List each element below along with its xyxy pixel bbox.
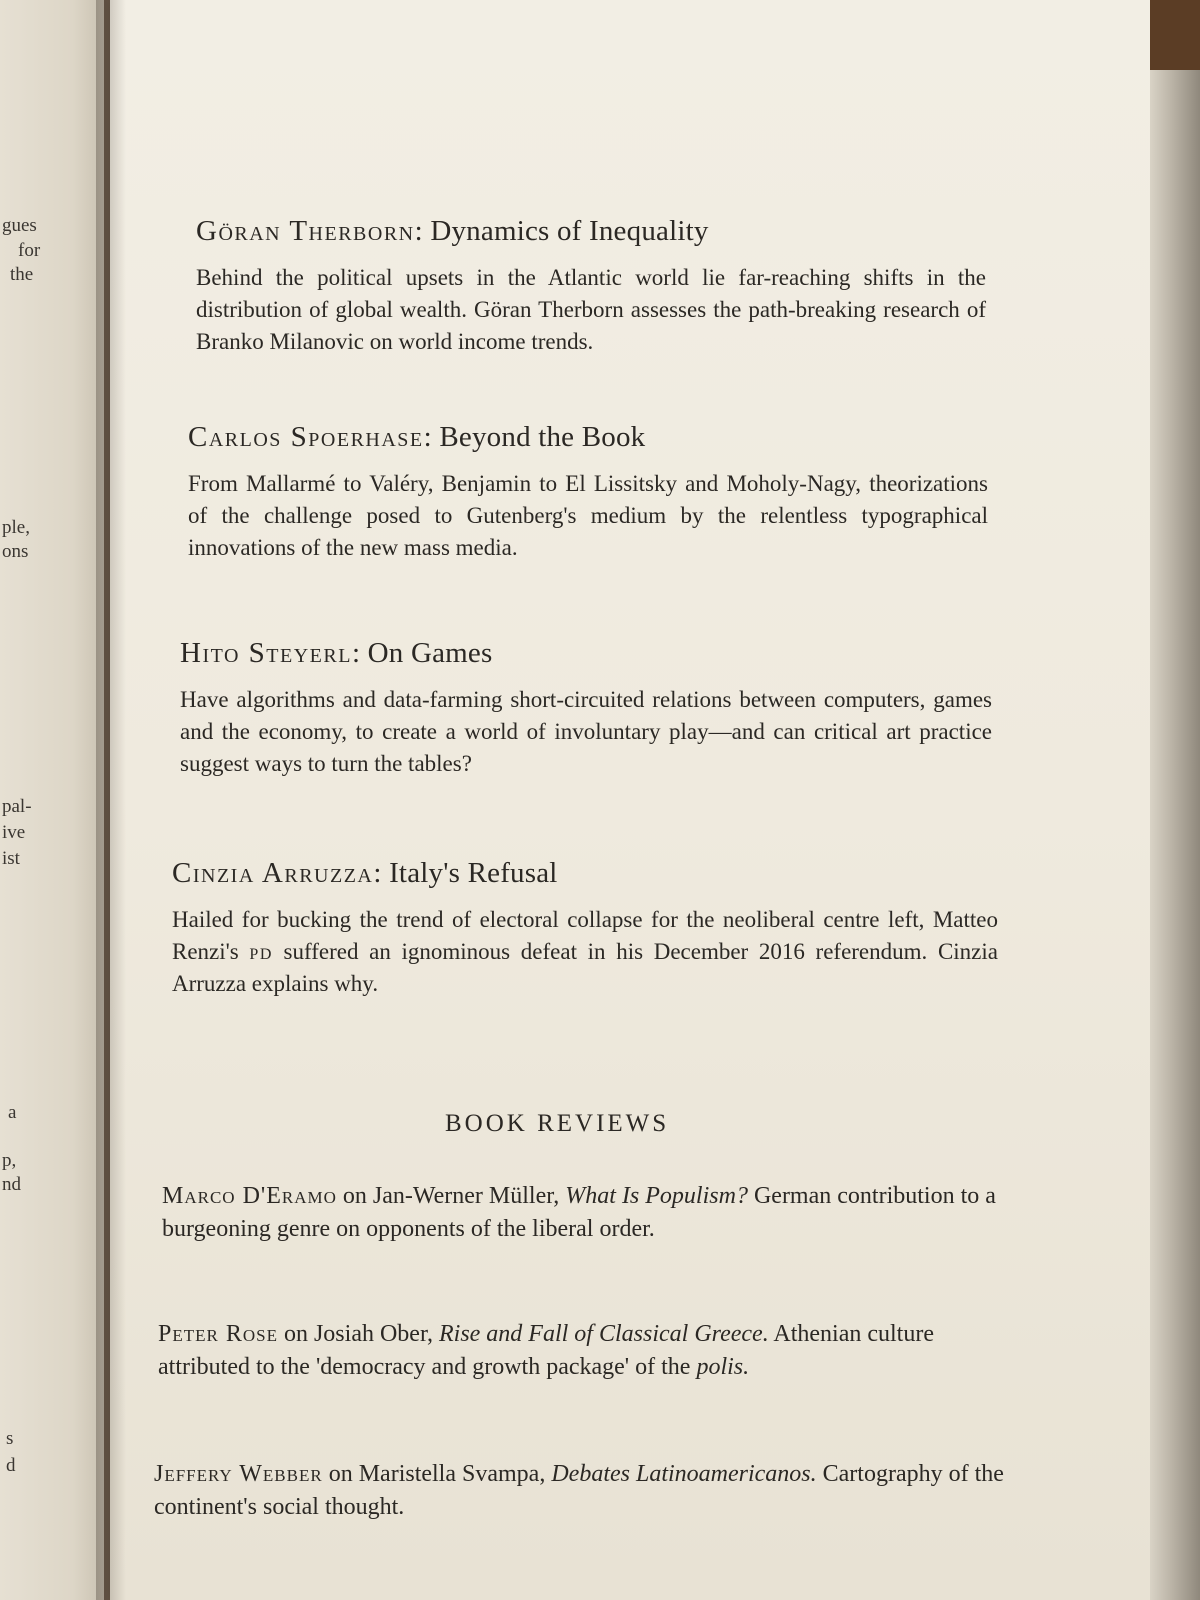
left-page-fragment: nd bbox=[2, 1174, 21, 1195]
left-page-fragment: ive bbox=[2, 822, 26, 843]
book-author: Maristella Svampa, bbox=[358, 1461, 546, 1487]
article-heading: Göran Therborn: Dynamics of Inequality bbox=[196, 215, 709, 247]
left-page-fragment: gues bbox=[2, 215, 37, 236]
reviewer-name: Jeffery Webber bbox=[154, 1461, 323, 1487]
article-author: Carlos Spoerhase bbox=[188, 421, 424, 453]
book-title: What Is Populism? bbox=[565, 1183, 748, 1209]
article-title: On Games bbox=[367, 637, 493, 669]
article-title: Dynamics of Inequality bbox=[430, 215, 709, 247]
left-page-fragment: ple, bbox=[2, 517, 30, 538]
review-on: on bbox=[328, 1461, 353, 1487]
left-page-fragment: ons bbox=[2, 541, 29, 562]
article-title: Beyond the Book bbox=[439, 421, 646, 453]
left-page-fragment: for bbox=[18, 240, 41, 261]
article-summary-part: suffered an ignominous defeat in his December 2016 referendum. Cinzia Arruzza explains why. bbox=[172, 939, 998, 996]
article-heading: Carlos Spoerhase: Beyond the Book bbox=[188, 421, 646, 453]
book-title: Rise and Fall of Classical Greece. bbox=[438, 1321, 769, 1347]
reviewer-name: Peter Rose bbox=[158, 1321, 278, 1347]
review-note: Cartography of the continent's social thought. bbox=[154, 1461, 1004, 1520]
article-summary-part: Hailed for bucking the trend of electoral collapse for the neoliberal centre left, Matteo Renzi's bbox=[172, 907, 998, 964]
article-title: Italy's Refusal bbox=[389, 857, 558, 889]
left-page-fragment: s bbox=[6, 1428, 14, 1449]
article-heading: Hito Steyerl: On Games bbox=[180, 637, 493, 669]
article-summary bbox=[172, 904, 998, 1000]
book-author: Josiah Ober, bbox=[313, 1321, 433, 1347]
article-summary: Have algorithms and data-farming short-circuited relations between computers, games and the economy, to create a world of involuntary play—and can critical art practice suggest ways to turn the tables? bbox=[180, 687, 992, 776]
article-entry bbox=[196, 214, 986, 358]
article-author: Cinzia Arruzza bbox=[172, 857, 374, 889]
reviewer-name: Marco D'Eramo bbox=[162, 1183, 337, 1209]
left-page-fragment: the bbox=[10, 264, 34, 285]
book-author: Jan-Werner Müller, bbox=[372, 1183, 560, 1209]
left-page-fragment: pal- bbox=[2, 796, 32, 817]
article-heading: Cinzia Arruzza: Italy's Refusal bbox=[172, 857, 558, 889]
review-entry bbox=[162, 1180, 1022, 1246]
left-page-fragment: ist bbox=[2, 848, 20, 869]
article-author: Göran Therborn bbox=[196, 215, 415, 247]
article-entry bbox=[180, 636, 992, 780]
article-entry bbox=[172, 856, 998, 1000]
article-author: Hito Steyerl bbox=[180, 637, 352, 669]
left-page-fragment: p, bbox=[2, 1150, 17, 1171]
party-abbreviation: pd bbox=[249, 939, 273, 964]
review-note: Athenian culture attributed to the 'democracy and growth package' of the bbox=[158, 1321, 934, 1380]
left-page-fragment: a bbox=[8, 1102, 17, 1123]
review-note-italic: polis. bbox=[696, 1354, 750, 1380]
article-entry bbox=[188, 420, 988, 564]
left-page-fragment: d bbox=[6, 1455, 16, 1476]
review-on: on bbox=[283, 1321, 308, 1347]
article-summary: Behind the political upsets in the Atlantic world lie far-reaching shifts in the distribution of global wealth. Göran Therborn assesses the path-breaking research of Branko Milanovic on world income trends. bbox=[196, 265, 986, 354]
review-entry bbox=[154, 1458, 1034, 1524]
book-title: Debates Latinoamericanos. bbox=[551, 1461, 817, 1487]
book-reviews-heading: BOOK REVIEWS bbox=[445, 1110, 670, 1137]
review-note: German contribution to a burgeoning genre on opponents of the liberal order. bbox=[162, 1183, 996, 1242]
article-summary: From Mallarmé to Valéry, Benjamin to El Lissitsky and Moholy-Nagy, theorizations of the challenge posed to Gutenberg's medium by the relentless typographical innovations of the new mass media. bbox=[188, 471, 988, 560]
review-entry bbox=[158, 1318, 1028, 1384]
review-on: on bbox=[342, 1183, 367, 1209]
